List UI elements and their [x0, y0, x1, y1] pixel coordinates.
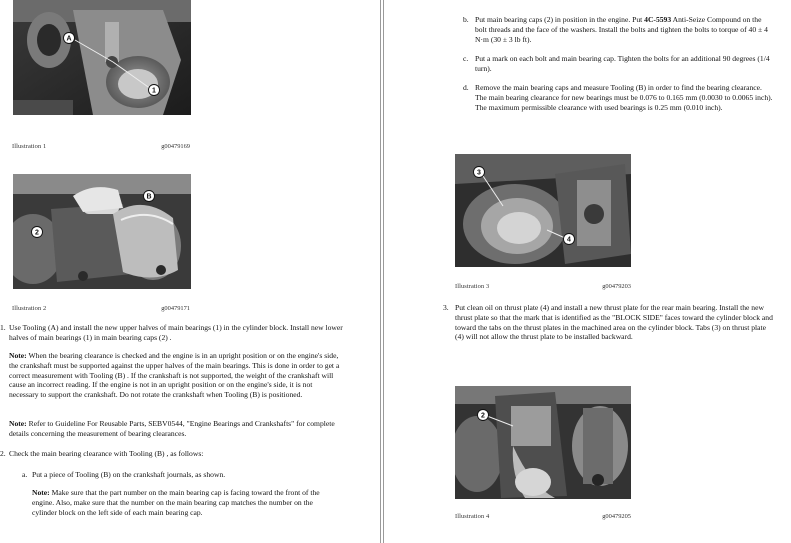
callout-2	[32, 227, 43, 238]
step-2a-number: a.	[22, 470, 28, 479]
callout-1	[149, 85, 160, 96]
illustration-2-photo	[13, 174, 191, 289]
step-2c-number: c.	[463, 54, 469, 63]
step-2b-text	[475, 15, 775, 44]
svg-text:2: 2	[481, 412, 485, 420]
callout-3	[474, 167, 485, 178]
svg-text:A: A	[66, 35, 72, 43]
note-2-label: Note:	[9, 419, 27, 428]
step-3-number: 3.	[443, 303, 449, 312]
illustration-4-caption: Illustration 4	[455, 513, 490, 520]
svg-text:3: 3	[477, 169, 481, 177]
callout-4	[564, 234, 575, 245]
illustration-2-caption: Illustration 2	[12, 305, 47, 312]
note-3	[32, 488, 332, 517]
callout-2-illus4	[478, 410, 489, 421]
step-2d-text: Remove the main bearing caps and measure Tooling (B) in order to find the bearing clearance. The main bearing clearance for new bearings must be 0.076 to 0.165 mm (0.0030 to 0.0065 inch). The maximum permissible clearance with used bearings is 0.25 mm (0.010 inch).	[475, 83, 773, 112]
illustration-4-id: g00479205	[602, 513, 631, 520]
illustration-3-photo	[455, 154, 631, 267]
note-3-label: Note:	[32, 488, 50, 497]
step-2-number: 2.	[0, 449, 6, 458]
note-2-text: Refer to Guideline For Reusable Parts, SEBV0544, "Engine Bearings and Crankshafts" for complete details concerning the measurement of bearing clearances.	[9, 419, 335, 438]
callout-b	[144, 191, 155, 202]
note-1-label: Note:	[9, 351, 27, 360]
illustration-4-photo	[455, 386, 631, 499]
step-2b-text-after: Anti-Seize Compound on the bolt threads and the face of the washers. Install the bolts and tighten the bolts to torque of 40 ± 4 N·m (30 ± 3 lb ft).	[475, 15, 768, 44]
step-2a-text: Put a piece of Tooling (B) on the crankshaft journals, as shown.	[32, 470, 226, 479]
step-2b-number: b.	[463, 15, 469, 24]
step-2c-text: Put a mark on each bolt and main bearing cap. Tighten the bolts for an additional 90 degrees (1/4 turn).	[475, 54, 770, 73]
note-2	[9, 419, 343, 439]
svg-text:B: B	[146, 193, 152, 201]
illustration-3-caption: Illustration 3	[455, 283, 490, 290]
illustration-2-id: g00479171	[161, 305, 190, 312]
illustration-3-id: g00479203	[602, 283, 631, 290]
step-2b-text-before: Put main bearing caps (2) in position in the engine. Put	[475, 15, 643, 24]
illustration-1-id: g00479169	[161, 143, 190, 150]
illustration-1-caption: Illustration 1	[12, 143, 47, 150]
step-1-text: Use Tooling (A) and install the new upper halves of main bearings (1) in the cylinder block. Install new lower halves of main bearings (1) in main bearing caps (2) .	[9, 323, 343, 342]
callout-a	[64, 33, 75, 44]
note-1	[9, 351, 343, 400]
svg-text:4: 4	[567, 236, 571, 244]
step-1-number: 1.	[0, 323, 6, 332]
document-page-right	[387, 0, 791, 543]
illustration-1-photo	[13, 0, 191, 115]
note-3-text: Make sure that the part number on the main bearing cap is facing toward the front of the engine. Also, make sure that the number on the main bearing cap matches the number on the cylinder block on the left side of each main bearing cap.	[32, 488, 320, 517]
step-2b-part-number: 4C-5593	[644, 15, 672, 24]
note-1-text: When the bearing clearance is checked and the engine is in an upright position or on the engine's side, the crankshaft must be supported against the upper halves of the main bearings. This is done in order to get a correct measurement with Tooling (B) . If the crankshaft is not supported, the weight of the crankshaft will cause an incorrect reading. If the engine is not in an upright position or on the engine's side, it is not necessary to support the crankshaft. Do not rotate the crankshaft when Tooling (B) is positioned.	[9, 351, 340, 400]
svg-text:2: 2	[35, 229, 39, 237]
page-divider	[376, 0, 387, 543]
step-2-text: Check the main bearing clearance with Tooling (B) , as follows:	[9, 449, 204, 458]
step-3-text: Put clean oil on thrust plate (4) and install a new thrust plate for the rear main bearing. Install the new thrust plate so that the mark that is identified as the "BLOCK SIDE" faces toward the cylinder block and toward the tabs on the thrust plates in the machined area on the cylinder block. Tabs (3) on thrust plate (4) will not allow the thrust plate to be installed backward.	[455, 303, 773, 342]
document-page-left	[0, 0, 376, 543]
svg-text:1: 1	[152, 87, 156, 95]
step-2d-number: d.	[463, 83, 469, 92]
